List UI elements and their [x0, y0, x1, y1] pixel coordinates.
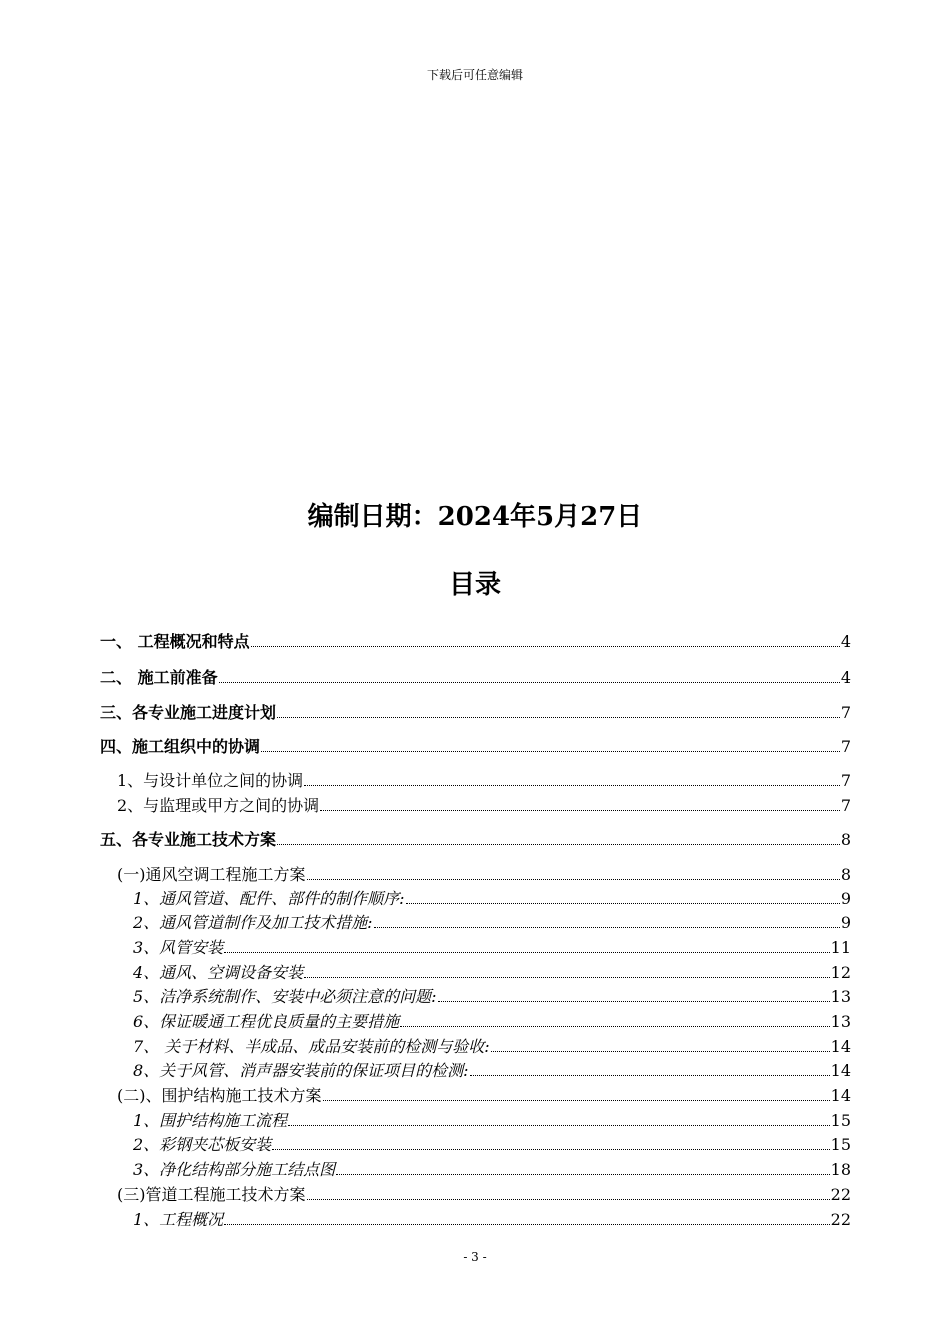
toc-leader [272, 1135, 829, 1150]
toc-entry-page: 18 [830, 1160, 851, 1179]
toc-leader [251, 632, 840, 647]
toc-leader [304, 963, 829, 978]
toc-entry[interactable] [133, 938, 851, 958]
toc-entry-label: 3、净化结构部分施工结点图 [133, 1160, 336, 1179]
toc-leader [374, 913, 840, 928]
toc-entry-page: 7 [840, 771, 851, 790]
toc-entry[interactable] [117, 865, 851, 885]
toc-entry-page: 9 [840, 889, 851, 908]
toc-leader [261, 737, 840, 752]
compile-date: 编制日期：2024年5月27日 [307, 502, 643, 532]
toc-entry[interactable] [133, 1210, 851, 1230]
toc-entry-page: 13 [830, 987, 851, 1006]
toc-entry-label: 8、关于风管、消声器安装前的保证项目的检测: [133, 1061, 469, 1080]
toc-entry[interactable] [117, 796, 851, 816]
toc-leader [320, 796, 840, 811]
toc-entry-page: 14 [830, 1037, 851, 1056]
toc-entry-label: 2、彩钢夹芯板安装 [133, 1135, 272, 1154]
toc-entry[interactable] [133, 1160, 851, 1180]
toc-leader [307, 1185, 830, 1200]
toc-leader [307, 865, 840, 880]
toc-entry[interactable] [133, 987, 851, 1007]
toc-entry[interactable] [100, 830, 851, 850]
toc-entry[interactable] [117, 1086, 851, 1106]
toc-entry[interactable] [117, 771, 851, 791]
toc-entry-page: 22 [830, 1210, 851, 1229]
toc-entry[interactable] [100, 703, 851, 723]
toc-entry[interactable] [133, 889, 851, 909]
toc-entry-page: 4 [840, 668, 851, 687]
toc-entry[interactable] [133, 1135, 851, 1155]
toc-entry-label: 4、通风、空调设备安装 [133, 963, 304, 982]
toc-entry-label: 四、施工组织中的协调 [100, 737, 261, 756]
toc-entry-page: 13 [830, 1012, 851, 1031]
toc-entry-label: 一、 工程概况和特点 [100, 632, 250, 651]
toc-entry-label: 2、与监理或甲方之间的协调 [117, 796, 320, 815]
toc-entry-label: 三、各专业施工进度计划 [100, 703, 277, 722]
toc-entry-label: 五、各专业施工技术方案 [100, 830, 277, 849]
toc-entry[interactable] [117, 1185, 851, 1205]
toc-entry[interactable] [133, 1061, 851, 1081]
toc-entry[interactable] [133, 1037, 851, 1057]
toc-entry-page: 4 [840, 632, 851, 651]
toc-entry-page: 7 [840, 737, 851, 756]
toc-entry-page: 7 [840, 703, 851, 722]
toc-entry[interactable] [133, 1012, 851, 1032]
toc-leader [277, 703, 840, 718]
toc-entry-label: (一)通风空调工程施工方案 [117, 865, 306, 884]
toc-entry-label: 5、洁净系统制作、安装中必须注意的问题: [133, 987, 437, 1006]
toc-entry[interactable] [133, 1111, 851, 1131]
toc-entry-page: 8 [840, 865, 851, 884]
toc-entry-page: 7 [840, 796, 851, 815]
toc-entry[interactable] [100, 632, 851, 652]
toc-leader [491, 1037, 830, 1052]
toc-entry[interactable] [100, 668, 851, 688]
toc-entry-label: 6、保证暖通工程优良质量的主要措施 [133, 1012, 400, 1031]
toc-entry-page: 12 [830, 963, 851, 982]
toc-entry-label: 1、通风管道、配件、部件的制作顺序: [133, 889, 405, 908]
toc-entry-page: 11 [830, 938, 851, 957]
toc-entry-label: 7、 关于材料、半成品、成品安装前的检测与验收: [133, 1037, 490, 1056]
toc-entry[interactable] [133, 963, 851, 983]
toc-entry[interactable] [133, 913, 851, 933]
toc-entry-label: (二)、围护结构施工技术方案 [117, 1086, 322, 1105]
toc-leader [224, 938, 829, 953]
page-header: 下载后可任意编辑 [426, 68, 523, 82]
toc-entry-label: 1、围护结构施工流程 [133, 1111, 288, 1130]
toc-entry-label: 二、 施工前准备 [100, 668, 218, 687]
toc-entry-page: 22 [830, 1185, 851, 1204]
toc-entry[interactable] [100, 737, 851, 757]
toc-entry-label: 1、工程概况 [133, 1210, 224, 1229]
toc-leader [470, 1061, 830, 1076]
toc-leader [304, 771, 840, 786]
toc-entry-label: 3、风管安装 [133, 938, 224, 957]
toc-leader [438, 987, 830, 1002]
toc-entry-page: 8 [840, 830, 851, 849]
toc-entry-page: 15 [830, 1111, 851, 1130]
toc-entry-label: 1、与设计单位之间的协调 [117, 771, 304, 790]
toc-entry-label: 2、通风管道制作及加工技术措施: [133, 913, 373, 932]
toc-leader [336, 1160, 829, 1175]
toc-leader [277, 830, 840, 845]
page-number: - 3 - [463, 1250, 487, 1264]
toc-leader [288, 1111, 829, 1126]
toc-leader [224, 1210, 829, 1225]
toc-entry-page: 9 [840, 913, 851, 932]
toc-entry-label: (三)管道工程施工技术方案 [117, 1185, 306, 1204]
toc-leader [323, 1086, 830, 1101]
toc-leader [406, 889, 840, 904]
toc-entry-page: 14 [830, 1086, 851, 1105]
toc-title: 目录 [448, 570, 501, 600]
toc-entry-page: 14 [830, 1061, 851, 1080]
toc-entry-page: 15 [830, 1135, 851, 1154]
toc-leader [400, 1012, 829, 1027]
toc-leader [219, 668, 840, 683]
